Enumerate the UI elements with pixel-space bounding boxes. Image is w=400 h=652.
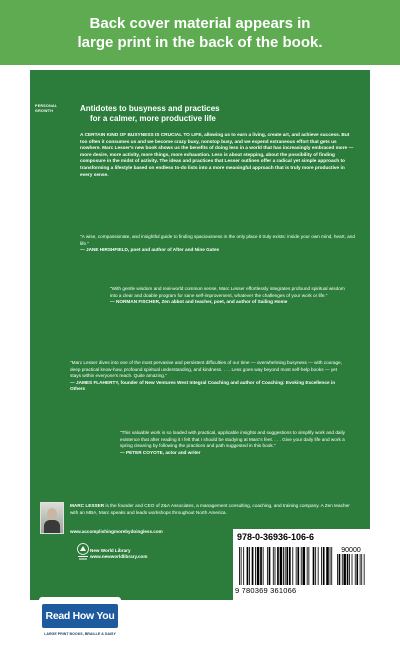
barcode-bar	[360, 554, 361, 585]
category-label: PERSONAL GROWTH	[35, 104, 58, 113]
barcode-bar	[331, 547, 332, 585]
author-face	[47, 508, 57, 520]
barcode-bar	[285, 547, 286, 585]
barcode-bar	[249, 547, 250, 585]
cover-headline	[80, 104, 360, 124]
barcode-bar	[315, 547, 316, 585]
barcode-bar	[241, 547, 242, 585]
price-code: 90000	[341, 547, 361, 554]
barcode-bar	[342, 554, 343, 585]
quote-attribution: — JANE HIRSHFIELD, poet and author of After and Nine Gates	[80, 247, 220, 252]
barcode-bar	[297, 547, 299, 585]
read-how-you-want-logo	[39, 597, 121, 646]
barcode-bar	[355, 554, 356, 585]
barcode-bar	[356, 554, 358, 585]
author-body	[44, 520, 60, 533]
barcode-digits: 9 780369 361066	[235, 586, 297, 595]
barcode-bar	[273, 547, 274, 585]
quote-text: "With gentle wisdom and real-world common sense, Marc Lesser effortlessly integrates profound spiritual wisdom into a clear and doable program for sane self-improvement, whatever the challenges of your work or life."	[110, 286, 345, 298]
barcode-bar	[301, 547, 302, 585]
barcode-bar	[307, 547, 308, 585]
barcode-bar	[267, 547, 268, 585]
quote-text: "A wise, compassionate, and insightful guide to finding spaciousness in the only place it truly exists: inside your own mind, heart, and life."	[80, 234, 355, 246]
barcode-bar	[277, 547, 279, 585]
barcode-bar	[364, 554, 365, 585]
quote-text: "This valuable work is so loaded with practical, applicable insights and suggestions to simplify work and daily existence that after reading it I felt that I should be studying at Marc's feet. . . . Give your daily life and work a spring cleaning by following the practices and path suggested in this book."	[120, 430, 345, 448]
isbn-number: 978-0-36936-106-6	[237, 532, 315, 542]
headline-line-1: Antidotes to busyness and practices	[80, 104, 220, 113]
barcode-bar	[260, 547, 262, 585]
endorsement-quote	[70, 360, 345, 393]
barcode-bar	[303, 547, 306, 585]
barcode-bar	[247, 547, 249, 585]
barcode-bar	[337, 554, 338, 585]
barcode-bar	[257, 547, 260, 585]
barcode-addon-bars	[337, 554, 367, 585]
banner-line-2: large print in the back of the book.	[77, 33, 323, 51]
barcode-bar	[313, 547, 315, 585]
barcode-bar	[275, 547, 276, 585]
barcode-bar	[321, 547, 322, 585]
endorsement-quote	[110, 286, 350, 306]
barcode-bar	[361, 554, 362, 585]
banner-line-1: Back cover material appears in	[89, 14, 311, 32]
barcode-bar	[296, 547, 297, 585]
author-website: www.accomplishingmorebydoingless.com	[70, 529, 163, 534]
barcode-bar	[255, 547, 256, 585]
barcode-bar	[308, 547, 309, 585]
quote-text: "Marc Lesser dives into one of the most pervasive and persistent difficulties of our time — overwhelming busyness — with courage, deep practical know-how, profound spiritual understanding, and kindness. . . . Less goes way beyond most self-help books — yet stays within everyone's reach. Quite amazing."	[70, 360, 343, 378]
barcode-bar	[326, 547, 329, 585]
endorsement-quote	[120, 430, 350, 456]
barcode-bar	[269, 547, 271, 585]
barcode-bar	[343, 554, 345, 585]
barcode-bar	[239, 547, 240, 585]
isbn-barcode	[233, 529, 370, 600]
publisher-website: www.newworldlibrary.com	[90, 554, 148, 559]
author-photo	[40, 502, 64, 534]
barcode-bar	[330, 547, 331, 585]
quote-attribution: — NORMAN FISCHER, Zen abbot and teacher, poet, and author of Sailing Home	[110, 299, 288, 304]
barcode-bar	[347, 554, 349, 585]
endorsement-quote	[80, 234, 355, 254]
barcode-bar	[318, 547, 319, 585]
author-name: MARC LESSER	[70, 503, 105, 508]
large-print-notice-banner	[0, 0, 400, 65]
author-bio-text: is the founder and CEO of Z&A Associates, a management consulting, coaching, and training company. A Zen teacher with an MBA, Marc speaks and leads workshops throughout North America.	[70, 503, 350, 515]
author-bio	[70, 503, 355, 516]
barcode-bar	[352, 554, 353, 585]
barcode-bar	[349, 554, 350, 585]
rhyw-tagline: LARGE PRINT BOOKS, BRAILLE & DAISY	[44, 632, 116, 636]
quote-attribution: — JAMES FLAHERTY, founder of New Ventures West Integral Coaching and author of Coaching: Evoking Excellence in Others	[70, 379, 336, 391]
barcode-bar	[263, 547, 264, 585]
barcode-bar	[280, 547, 283, 585]
barcode-bar	[292, 547, 293, 585]
quote-attribution: — PETER COYOTE, actor and writer	[120, 449, 201, 455]
barcode-bar	[286, 547, 288, 585]
barcode-bar	[243, 547, 244, 585]
barcode-bar	[289, 547, 291, 585]
publisher-info	[90, 548, 210, 560]
barcode-bars	[239, 547, 333, 585]
intro-paragraph: A CERTAIN KIND OF BUSYNESS IS CRUCIAL TO LIFE, allowing us to earn a living, create art, and achieve success. But too often it consumes us and we become crazy busy, nonstop busy, and we expend extraneous effort that gets us nowhere. Marc Lesser's new book shows us the benefits of doing less in a world that has increasingly embraced more — more desire, more activity, more things, more exhaustion. Less is about stepping, about the possibility of finding composure in the midst of activity. The ideas and practices that Lesser outlines offer a radical yet simple approach to transforming a lifestyle based on endless to-do lists into a more meaningful approach that is truly more productive in every sense.	[80, 133, 354, 178]
barcode-bar	[323, 547, 325, 585]
publisher-name: New World Library	[90, 548, 131, 553]
publisher-logo-icon	[76, 542, 90, 562]
barcode-bar	[283, 547, 284, 585]
barcode-bar	[339, 554, 341, 585]
headline-line-2: for a calmer, more productive life	[90, 114, 216, 123]
rhyw-wordmark: Read How You Want	[42, 604, 118, 628]
barcode-bar	[252, 547, 254, 585]
back-cover	[30, 70, 370, 646]
